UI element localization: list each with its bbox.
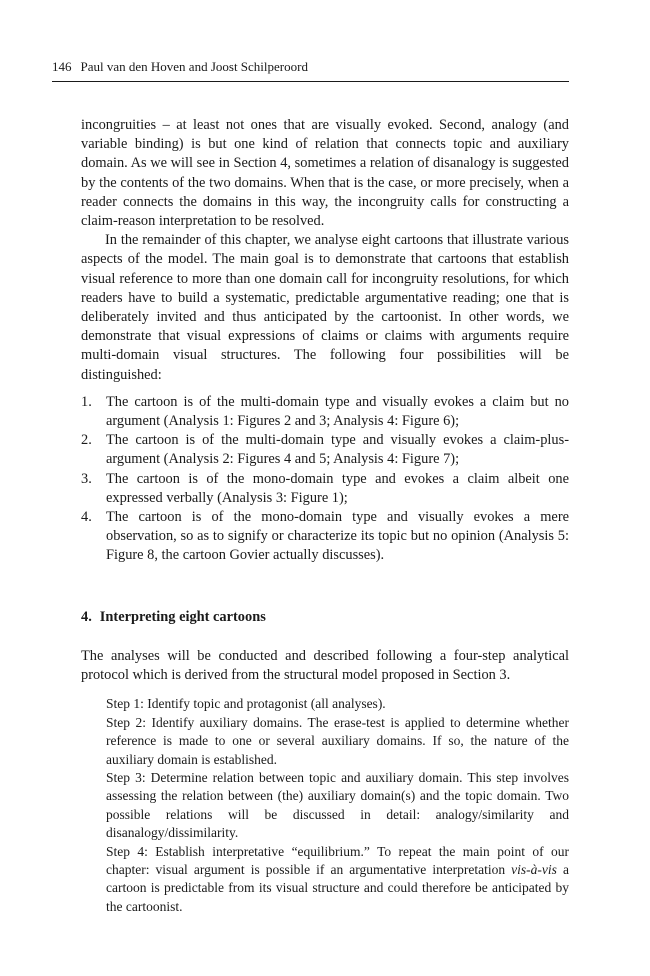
steps-block bbox=[106, 695, 569, 916]
list-item-number: 2. bbox=[81, 432, 92, 449]
section-title: Interpreting eight cartoons bbox=[99, 608, 266, 625]
step-2: Step 2: Identify auxiliary domains. The erase-test is applied to determine whether reference is made to one or several auxiliary domains. If so, the nature of the auxiliary domain is established. bbox=[106, 714, 569, 767]
step-3: Step 3: Determine relation between topic and auxiliary domain. This step involves assessing the relation between (the) auxiliary domain(s) and the topic domain. Two possible relations will be discussed in detail: analogy/similarity and disanalogy/dissimilarity. bbox=[106, 769, 569, 841]
list-item-text: The cartoon is of the mono-domain type and evokes a claim albeit one expressed verbally (Analysis 3: Figure 1); bbox=[106, 470, 569, 506]
list-item bbox=[81, 508, 569, 566]
list-item-text: The cartoon is of the mono-domain type and visually evokes a mere observation, so as to signify or characterize its topic but no opinion (Analysis 5: Figure 8, the cartoon Govier actually discusses). bbox=[106, 509, 569, 564]
list-item-text: The cartoon is of the multi-domain type and visually evokes a claim but no argument (Analysis 1: Figures 2 and 3; Analysis 4: Figure 6); bbox=[106, 393, 569, 430]
list-item-number: 1. bbox=[81, 393, 92, 410]
list-item-text: The cartoon is of the multi-domain type and visually evokes a claim-plus-argument (Analysis 2: Figures 4 and 5; Analysis 4: Figure 7); bbox=[106, 432, 569, 468]
step-1: Step 1: Identify topic and protagonist (all analyses). bbox=[106, 696, 386, 712]
running-head-authors: Paul van den Hoven and Joost Schilperoord bbox=[80, 59, 308, 74]
list-item-number: 3. bbox=[81, 470, 92, 487]
section-intro: The analyses will be conducted and described following a four-step analytical protocol which is derived from the structural model proposed in Section 3. bbox=[81, 647, 569, 684]
main-text bbox=[81, 116, 569, 916]
section-heading bbox=[81, 608, 569, 627]
paragraph-continuation: incongruities – at least not ones that are visually evoked. Second, analogy (and variable binding) is but one kind of relation that connects topic and auxiliary domain. As we will see in Section 4, sometimes a relation of disanalogy is suggested by the contents of the two domains. When that is the case, or more precisely, when a reader connects the domains in this way, the incongruity calls for constructing a claim-reason interpretation to be resolved. bbox=[81, 117, 569, 230]
paragraph-remainder: In the remainder of this chapter, we analyse eight cartoons that illustrate various aspects of the model. The main goal is to demonstrate that cartoons that establish visual reference to more than one domain call for incongruity resolutions, for which readers have to build a systematic, predictable argumentative reading; one that is deliberately invited and thus anticipated by the cartoonist. In other words, we demonstrate that visual expressions of claims or claims with arguments require multi-domain visual structures. The following four possibilities will be distinguished: bbox=[81, 232, 569, 383]
page-number: 146 bbox=[52, 59, 72, 74]
step-4 bbox=[106, 843, 569, 917]
step-4-italic: vis-à-vis bbox=[511, 861, 557, 877]
list-item-number: 4. bbox=[81, 509, 92, 526]
possibilities-list bbox=[81, 393, 569, 566]
running-head bbox=[52, 58, 569, 82]
list-item bbox=[81, 470, 569, 508]
list-item bbox=[81, 393, 569, 431]
section-number: 4. bbox=[81, 608, 92, 625]
list-item bbox=[81, 431, 569, 469]
step-4-text-b: a cartoon is predictable from its visual structure and could therefore be anticipated by the cartoonist. bbox=[106, 861, 569, 914]
step-4-text-a: Step 4: Establish interpretative “equilibrium.” To repeat the main point of our chapter: visual argument is possible if an argumentative interpretation bbox=[106, 843, 569, 877]
